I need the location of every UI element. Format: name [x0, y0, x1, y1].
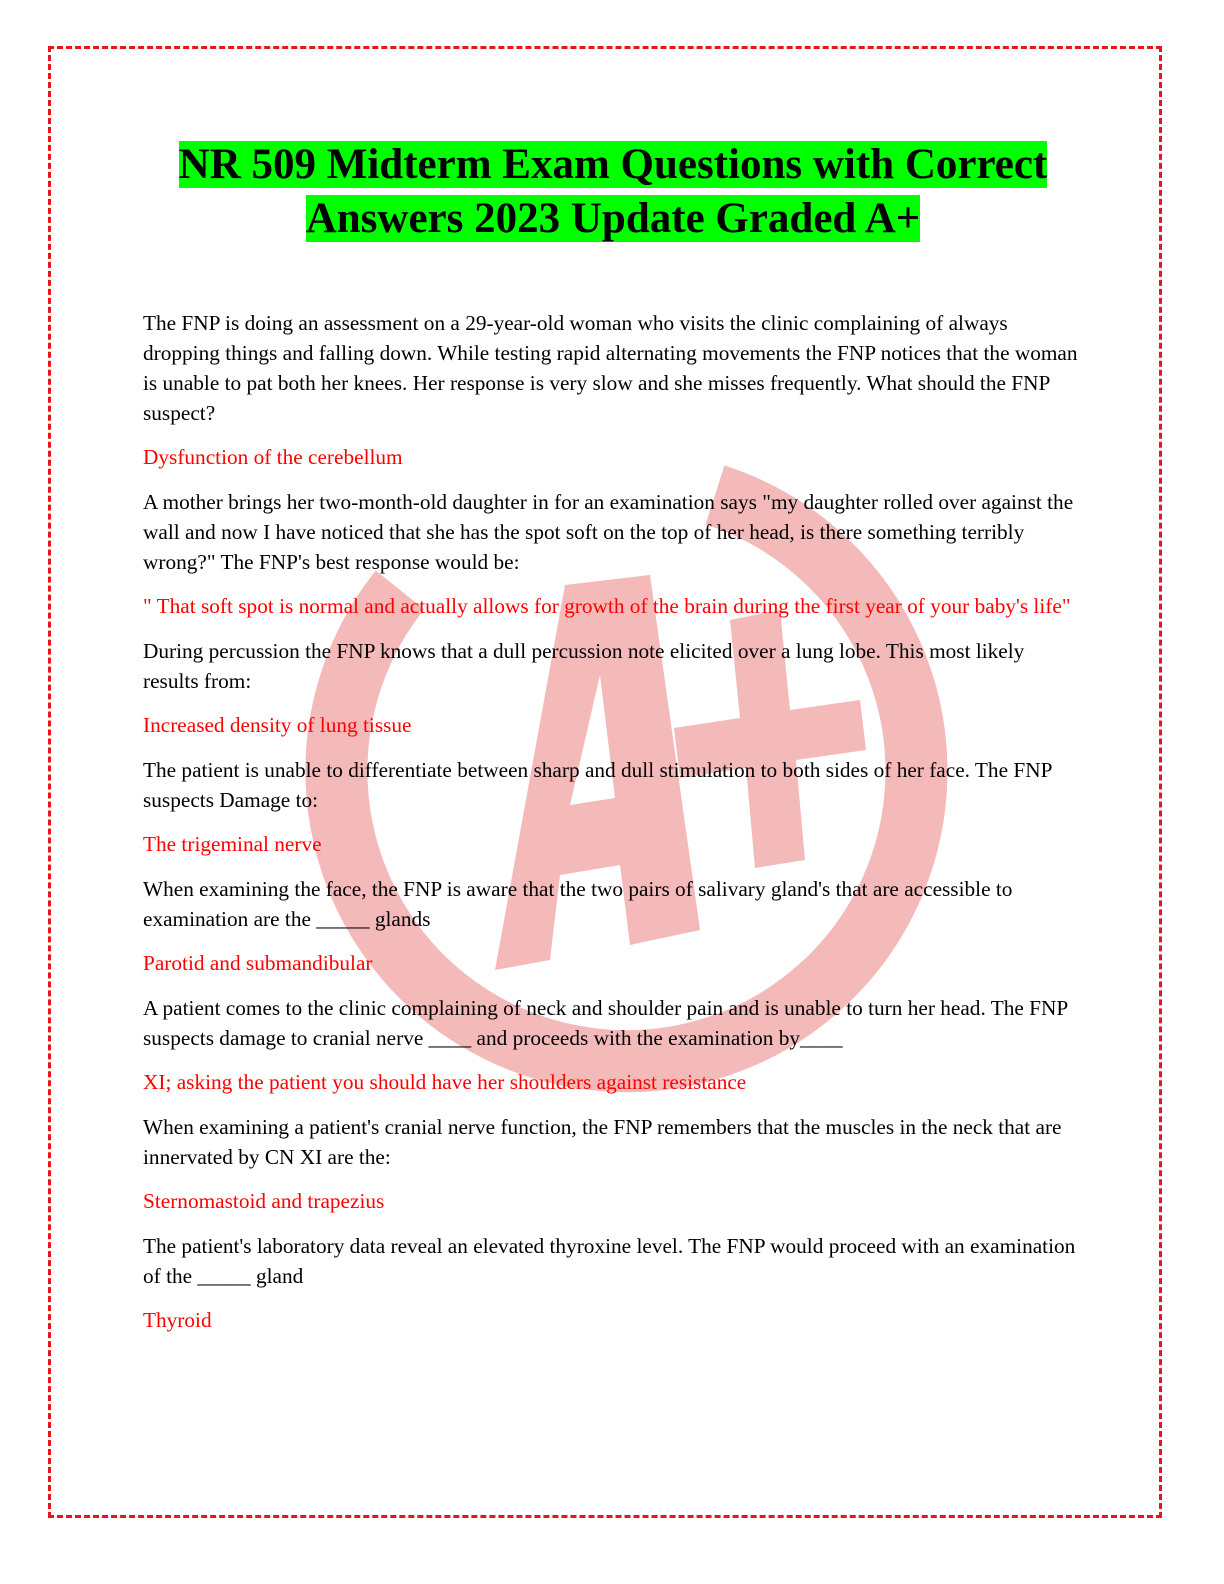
- question-3: During percussion the FNP knows that a dull percussion note elicited over a lung lobe. This most likely results from:: [143, 639, 1025, 693]
- question-4: The patient is unable to differentiate between sharp and dull stimulation to both sides of her face. The FNP suspects Damage to:: [143, 758, 1052, 812]
- question-8: The patient's laboratory data reveal an elevated thyroxine level. The FNP would proceed with an examination of the _____ gland: [143, 1234, 1076, 1288]
- answer-7: Sternomastoid and trapezius: [143, 1189, 385, 1213]
- title-line-1: NR 509 Midterm Exam Questions with Correct: [178, 141, 1048, 188]
- answer-5: Parotid and submandibular: [143, 951, 373, 975]
- document-content: [143, 138, 1083, 1350]
- answer-3: Increased density of lung tissue: [143, 713, 412, 737]
- question-5: When examining the face, the FNP is aware that the two pairs of salivary gland's that are accessible to examination are the _____ glands: [143, 877, 1013, 931]
- answer-6: XI; asking the patient you should have her shoulders against resistance: [143, 1070, 747, 1094]
- question-6: A patient comes to the clinic complaining of neck and shoulder pain and is unable to turn her head. The FNP suspects damage to cranial nerve ____ and proceeds with the examination by____: [143, 996, 1068, 1050]
- answer-4: The trigeminal nerve: [143, 832, 322, 856]
- question-2: A mother brings her two-month-old daughter in for an examination says "my daughter rolled over against the wall and now I have noticed that she has the spot soft on the top of her head, is there something terribly wrong?" The FNP's best response would be:: [143, 490, 1074, 574]
- answer-1: Dysfunction of the cerebellum: [143, 445, 403, 469]
- answer-8: Thyroid: [143, 1308, 212, 1332]
- question-7: When examining a patient's cranial nerve function, the FNP remembers that the muscles in the neck that are innervated by CN XI are the:: [143, 1115, 1062, 1169]
- question-1: The FNP is doing an assessment on a 29-year-old woman who visits the clinic complaining of always dropping things and falling down. While testing rapid alternating movements the FNP notices that the woman is unable to pat both her knees. Her response is very slow and she misses frequently. What should the FNP suspect?: [143, 311, 1078, 425]
- qa-list: [143, 308, 1083, 1350]
- answer-2: " That soft spot is normal and actually allows for growth of the brain during the first year of your baby's life": [143, 594, 1071, 618]
- document-title: [143, 138, 1083, 246]
- title-line-2: Answers 2023 Update Graded A+: [305, 195, 921, 242]
